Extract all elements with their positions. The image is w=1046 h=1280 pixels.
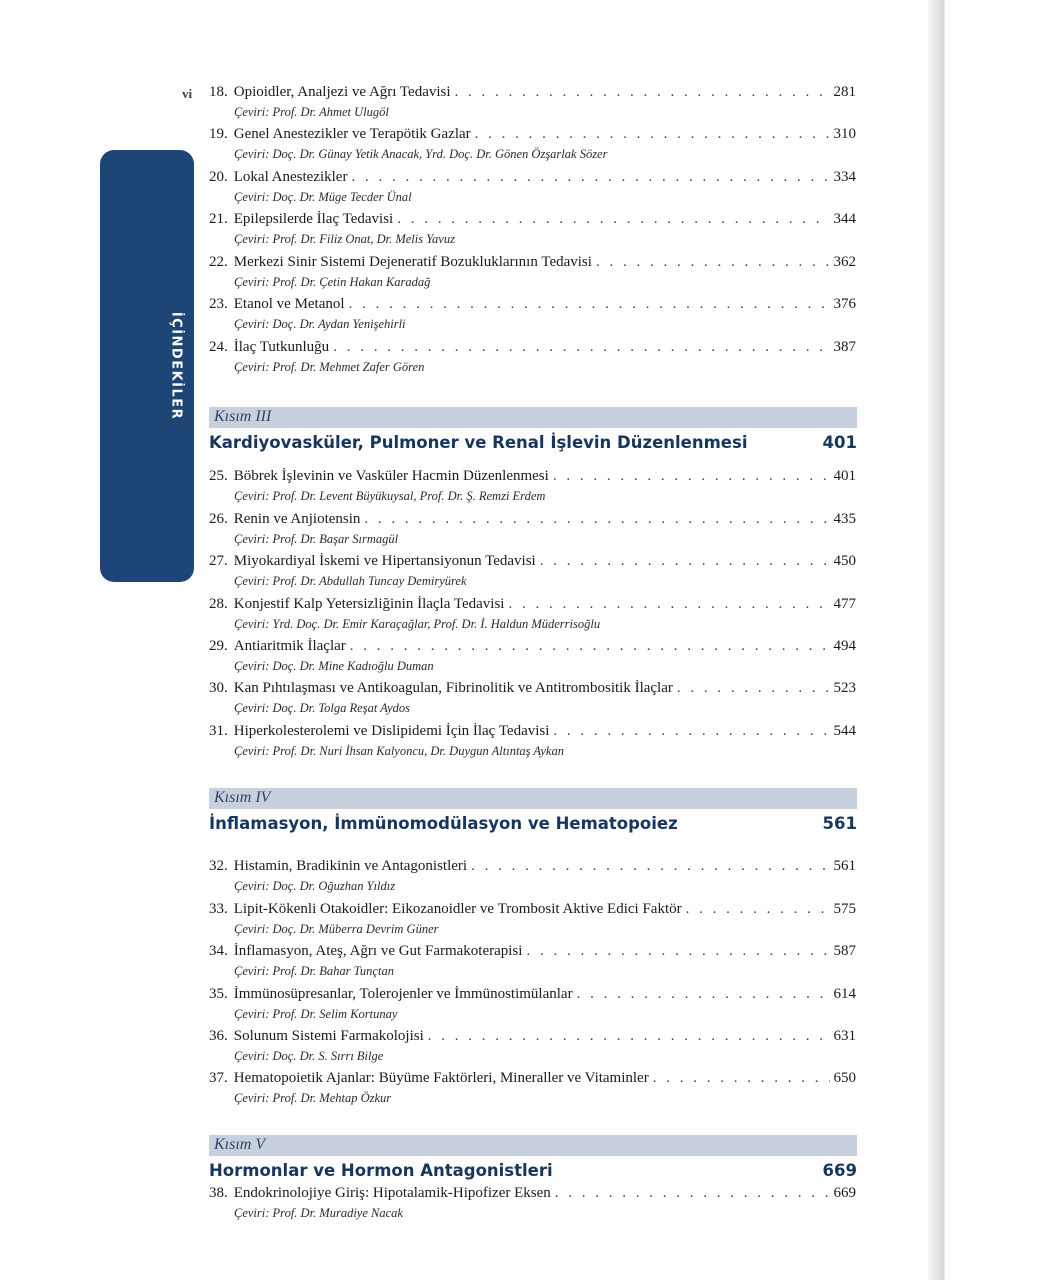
chapter-page: 494 — [833, 638, 856, 654]
dot-leader — [555, 1185, 830, 1202]
chapter-page: 435 — [833, 511, 856, 527]
chapter-title: Kan Pıhtılaşması ve Antikoagulan, Fibrinolitik ve Antitrombositik İlaçlar — [233, 680, 673, 696]
chapter-translator: Çeviri: Prof. Dr. Ahmet Ulugöl — [234, 105, 389, 119]
chapter-translator: Çeviri: Doç. Dr. Oğuzhan Yıldız — [234, 879, 396, 893]
chapter-number: 26. — [209, 511, 228, 527]
chapter-title: Lokal Anestezikler — [233, 169, 348, 185]
contents-side-tab-label: İÇİNDEKİLER — [168, 311, 184, 421]
dot-leader — [653, 1070, 830, 1087]
chapter-page: 401 — [833, 468, 856, 484]
chapter-translator: Çeviri: Doç. Dr. Müge Tecder Ünal — [234, 190, 412, 204]
dot-leader — [364, 511, 829, 528]
dot-leader — [526, 943, 829, 960]
dot-leader — [455, 84, 830, 101]
part-title — [209, 1161, 857, 1180]
part-page: 561 — [822, 814, 857, 833]
chapter-number: 34. — [209, 943, 228, 959]
chapter-translator: Çeviri: Doç. Dr. Mine Kadıoğlu Duman — [234, 659, 434, 673]
chapter-page: 631 — [833, 1028, 856, 1044]
chapter-translator: Çeviri: Prof. Dr. Levent Büyükuysal, Prof. Dr. Ş. Remzi Erdem — [234, 489, 546, 503]
part-label: Kısım V — [214, 1136, 266, 1153]
chapter-page: 450 — [833, 553, 856, 569]
chapter-page: 477 — [833, 596, 856, 612]
chapter-title: Renin ve Anjiotensin — [233, 511, 361, 527]
chapter-page: 614 — [833, 986, 856, 1002]
chapter-number: 36. — [209, 1028, 228, 1044]
dot-leader — [596, 254, 830, 271]
chapter-page: 376 — [833, 296, 856, 312]
chapter-page: 334 — [833, 169, 856, 185]
part-title-text: Kardiyovasküler, Pulmoner ve Renal İşlevin Düzenlenmesi — [209, 433, 748, 452]
chapter-number: 30. — [209, 680, 228, 696]
chapter-number: 32. — [209, 858, 228, 874]
chapter-title: Genel Anestezikler ve Terapötik Gazlar — [233, 126, 471, 142]
chapter-translator: Çeviri: Doç. Dr. Tolga Reşat Aydos — [234, 701, 411, 715]
dot-leader — [471, 858, 829, 875]
chapter-translator: Çeviri: Prof. Dr. Başar Sırmagül — [234, 532, 399, 546]
dot-leader — [428, 1028, 830, 1045]
chapter-translator: Çeviri: Prof. Dr. Çetin Hakan Karadağ — [234, 275, 431, 289]
toc-entry — [209, 339, 856, 359]
toc-entry — [209, 638, 856, 658]
chapter-title: Solunum Sistemi Farmakolojisi — [233, 1028, 424, 1044]
page-number: vi — [182, 86, 193, 101]
dot-leader — [349, 296, 830, 313]
chapter-number: 27. — [209, 553, 228, 569]
dot-leader — [686, 901, 830, 918]
chapter-translator: Çeviri: Yrd. Doç. Dr. Emir Karaçağlar, Prof. Dr. İ. Haldun Müderrisoğlu — [234, 617, 601, 631]
page-edge-shadow — [928, 0, 1046, 1280]
chapter-number: 33. — [209, 901, 228, 917]
toc-entry — [209, 254, 856, 274]
chapter-page: 650 — [833, 1070, 856, 1086]
part-title-text: Hormonlar ve Hormon Antagonistleri — [209, 1161, 553, 1180]
dot-leader — [553, 468, 830, 485]
chapter-title: Hiperkolesterolemi ve Dislipidemi İçin İlaç Tedavisi — [233, 723, 550, 739]
dot-leader — [508, 596, 829, 613]
part-page: 669 — [822, 1161, 857, 1180]
chapter-page: 281 — [833, 84, 856, 100]
toc-entry — [209, 1070, 856, 1090]
chapter-title: Antiaritmik İlaçlar — [233, 638, 346, 654]
chapter-number: 31. — [209, 723, 228, 739]
toc-entry — [209, 596, 856, 616]
chapter-translator: Çeviri: Prof. Dr. Bahar Tunçtan — [234, 964, 394, 978]
chapter-title: Böbrek İşlevinin ve Vasküler Hacmin Düzenlenmesi — [233, 468, 549, 484]
toc-entry — [209, 126, 856, 146]
chapter-title: Hematopoietik Ajanlar: Büyüme Faktörleri, Mineraller ve Vitaminler — [233, 1070, 649, 1086]
dot-leader — [540, 553, 830, 570]
chapter-title: İlaç Tutkunluğu — [233, 339, 330, 355]
chapter-page: 344 — [833, 211, 856, 227]
chapter-title: Lipit-Kökenli Otakoidler: Eikozanoidler ve Trombosit Aktive Edici Faktör — [233, 901, 682, 917]
toc-entry — [209, 169, 856, 189]
chapter-title: Histamin, Bradikinin ve Antagonistleri — [233, 858, 468, 874]
part-title-text: İnflamasyon, İmmünomodülasyon ve Hematopoiez — [209, 814, 678, 833]
chapter-page: 587 — [833, 943, 856, 959]
chapter-title: Miyokardiyal İskemi ve Hipertansiyonun Tedavisi — [233, 553, 536, 569]
toc-entry — [209, 680, 856, 700]
chapter-page: 575 — [833, 901, 856, 917]
chapter-translator: Çeviri: Doç. Dr. S. Sırrı Bilge — [234, 1049, 384, 1063]
dot-leader — [397, 211, 829, 228]
dot-leader — [553, 723, 829, 740]
chapter-translator: Çeviri: Prof. Dr. Muradiye Nacak — [234, 1206, 403, 1220]
chapter-page: 362 — [833, 254, 856, 270]
chapter-page: 669 — [833, 1185, 856, 1201]
chapter-number: 23. — [209, 296, 228, 312]
chapter-number: 21. — [209, 211, 228, 227]
toc-entry — [209, 84, 856, 104]
chapter-title: Merkezi Sinir Sistemi Dejeneratif Bozukluklarının Tedavisi — [233, 254, 592, 270]
chapter-translator: Çeviri: Prof. Dr. Abdullah Tuncay Demiryürek — [234, 574, 467, 588]
chapter-number: 18. — [209, 84, 228, 100]
toc-entry — [209, 1185, 856, 1205]
chapter-title: İnflamasyon, Ateş, Ağrı ve Gut Farmakoterapisi — [233, 943, 523, 959]
toc-entry — [209, 723, 856, 743]
chapter-title: Opioidler, Analjezi ve Ağrı Tedavisi — [233, 84, 451, 100]
part-label: Kısım IV — [214, 789, 271, 806]
toc-entry — [209, 901, 856, 921]
chapter-number: 28. — [209, 596, 228, 612]
dot-leader — [351, 169, 829, 186]
chapter-number: 37. — [209, 1070, 228, 1086]
chapter-title: Epilepsilerde İlaç Tedavisi — [233, 211, 394, 227]
chapter-title: Etanol ve Metanol — [233, 296, 345, 312]
part-page: 401 — [822, 433, 857, 452]
chapter-number: 29. — [209, 638, 228, 654]
toc-entry — [209, 296, 856, 316]
part-label: Kısım III — [214, 408, 272, 425]
chapter-number: 25. — [209, 468, 228, 484]
chapter-translator: Çeviri: Doç. Dr. Müberra Devrim Güner — [234, 922, 439, 936]
chapter-number: 38. — [209, 1185, 228, 1201]
toc-entry — [209, 858, 856, 878]
chapter-page: 523 — [833, 680, 856, 696]
chapter-number: 35. — [209, 986, 228, 1002]
chapter-title: İmmünosüpresanlar, Tolerojenler ve İmmünostimülanlar — [233, 986, 573, 1002]
toc-entry — [209, 511, 856, 531]
toc-entry — [209, 986, 856, 1006]
chapter-page: 387 — [833, 339, 856, 355]
chapter-translator: Çeviri: Prof. Dr. Mehtap Özkur — [234, 1091, 392, 1105]
toc-entry — [209, 943, 856, 963]
chapter-number: 19. — [209, 126, 228, 142]
part-title — [209, 814, 857, 833]
chapter-title: Endokrinolojiye Giriş: Hipotalamik-Hipofizer Eksen — [233, 1185, 551, 1201]
chapter-translator: Çeviri: Prof. Dr. Mehmet Zafer Gören — [234, 360, 425, 374]
chapter-translator: Çeviri: Prof. Dr. Nuri İhsan Kalyoncu, Dr. Duygun Altıntaş Aykan — [234, 744, 564, 758]
chapter-translator: Çeviri: Prof. Dr. Filiz Onat, Dr. Melis Yavuz — [234, 232, 455, 246]
chapter-translator: Çeviri: Doç. Dr. Günay Yetik Anacak, Yrd. Doç. Dr. Gönen Özşarlak Sözer — [234, 147, 608, 161]
part-header-bar — [209, 407, 857, 428]
chapter-page: 544 — [833, 723, 856, 739]
chapter-page: 310 — [833, 126, 856, 142]
chapter-number: 22. — [209, 254, 228, 270]
toc-entry — [209, 553, 856, 573]
chapter-title: Konjestif Kalp Yetersizliğinin İlaçla Tedavisi — [233, 596, 505, 612]
chapter-translator: Çeviri: Doç. Dr. Aydan Yenişehirli — [234, 317, 406, 331]
chapter-page: 561 — [833, 858, 856, 874]
chapter-number: 20. — [209, 169, 228, 185]
part-title — [209, 433, 857, 452]
toc-entry — [209, 211, 856, 231]
toc-entry — [209, 468, 856, 488]
dot-leader — [475, 126, 830, 143]
chapter-number: 24. — [209, 339, 228, 355]
dot-leader — [677, 680, 830, 697]
part-header-bar — [209, 788, 857, 809]
chapter-translator: Çeviri: Prof. Dr. Selim Kortunay — [234, 1007, 398, 1021]
dot-leader — [333, 339, 829, 356]
part-header-bar — [209, 1135, 857, 1156]
dot-leader — [350, 638, 830, 655]
toc-entry — [209, 1028, 856, 1048]
dot-leader — [577, 986, 830, 1003]
